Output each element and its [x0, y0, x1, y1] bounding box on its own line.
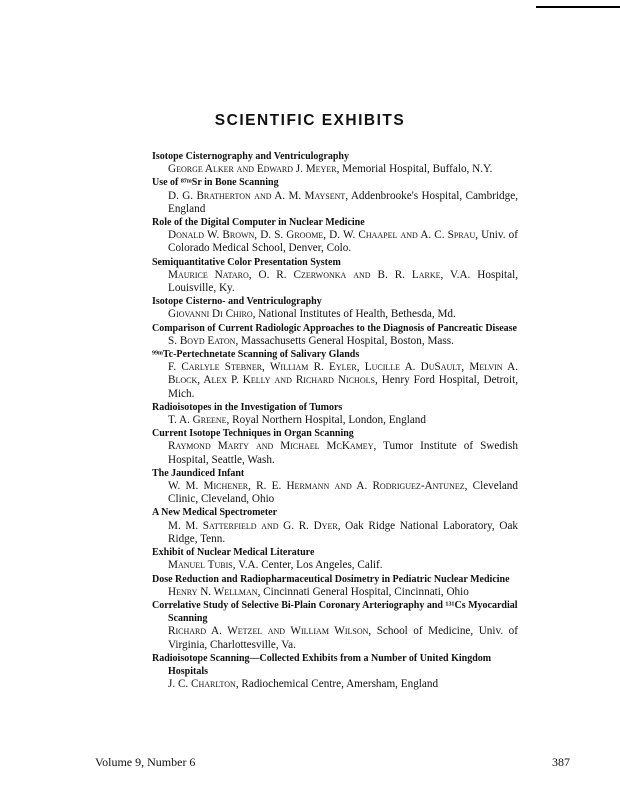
author-names: Maurice Nataro, O. R. Czerwonka and B. R. Larke: [168, 268, 441, 281]
exhibit-title: Correlative Study of Selective Bi-Plain Coronary Arteriography and ¹³¹Cs Myocardial Scanning: [152, 599, 518, 625]
exhibit-authors: [152, 440, 518, 466]
exhibit-entry: [152, 599, 518, 652]
exhibit-authors: [152, 361, 518, 401]
exhibit-entry: [152, 652, 518, 692]
exhibit-title: Current Isotope Techniques in Organ Scanning: [152, 428, 354, 440]
exhibit-entry: [152, 216, 518, 256]
author-names: George Alker and Edward J. Meyer: [168, 163, 337, 176]
exhibit-entry: [152, 256, 518, 296]
author-affiliation: , Tumor Institute of Swedish Hospital, Seattle, Wash.: [168, 440, 518, 466]
author-names: F. Carlyle Stebner, William R. Eyler, Lucille A. DuSault, Melvin A. Block, Alex P. Kelly and Richard Nichols: [168, 361, 518, 387]
exhibit-authors: [152, 308, 518, 321]
exhibit-authors: [152, 414, 518, 427]
footer-volume: Volume 9, Number 6: [95, 755, 196, 769]
author-names: D. G. Bratherton and A. M. Maysent: [168, 189, 346, 202]
exhibit-authors: [152, 229, 518, 255]
exhibit-title: Comparison of Current Radiologic Approaches to the Diagnosis of Pancreatic Disease: [152, 322, 517, 334]
exhibit-authors: [152, 190, 518, 216]
exhibit-title: Role of the Digital Computer in Nuclear Medicine: [152, 217, 365, 229]
author-affiliation: , V.A. Hospital, Louisville, Ky.: [168, 268, 518, 295]
exhibit-title: Exhibit of Nuclear Medical Literature: [152, 547, 315, 559]
author-names: J. C. Charlton: [168, 678, 236, 691]
exhibit-authors: [152, 520, 518, 546]
exhibit-entry: [152, 467, 518, 507]
exhibit-entry: [152, 150, 518, 176]
author-affiliation: , Radiochemical Centre, Amersham, England: [235, 678, 439, 691]
page-heading: SCIENTIFIC EXHIBITS: [214, 112, 406, 129]
exhibit-entry: [152, 573, 518, 599]
author-affiliation: , National Institutes of Health, Bethesda, Md.: [252, 308, 456, 321]
exhibit-title: The Jaundiced Infant: [152, 467, 245, 479]
author-names: Raymond Marty and Michael McKamey: [168, 440, 374, 453]
exhibit-title: Radioisotope Scanning—Collected Exhibits from a Number of United Kingdom Hospitals: [152, 652, 492, 677]
exhibits-list: [152, 150, 518, 691]
author-names: S. Boyd Eaton: [168, 334, 236, 347]
exhibit-entry: [152, 176, 518, 216]
author-affiliation: , Cincinnati General Hospital, Cincinnati, Ohio: [257, 585, 469, 598]
exhibit-entry: [152, 546, 518, 572]
exhibit-entry: [152, 401, 518, 427]
exhibit-entry: [152, 295, 518, 321]
author-names: Henry N. Wellman: [168, 585, 258, 598]
author-names: M. M. Satterfield and G. R. Dyer: [168, 519, 338, 532]
footer-page-number: 387: [552, 755, 570, 769]
exhibit-title: A New Medical Spectrometer: [152, 507, 278, 519]
author-names: Richard A. Wetzel and William Wilson: [168, 625, 369, 638]
author-affiliation: , Univ. of Colorado Medical School, Denver, Colo.: [168, 229, 519, 255]
author-affiliation: , Royal Northern Hospital, London, England: [226, 414, 426, 427]
exhibit-title: Semiquantitative Color Presentation System: [152, 256, 341, 268]
exhibit-authors: [152, 586, 518, 599]
exhibit-authors: [152, 335, 518, 348]
exhibit-title: ⁹⁹ᵐTc-Pertechnetate Scanning of Salivary Glands: [152, 349, 360, 361]
author-names: W. M. Michener, R. E. Hermann and A. Rodriguez-Antunez: [168, 480, 465, 493]
author-affiliation: , School of Medicine, Univ. of Virginia, Charlottesville, Va.: [168, 625, 518, 651]
exhibit-title: Use of ⁸⁷ᵐSr in Bone Scanning: [152, 177, 279, 189]
exhibit-title: Isotope Cisternography and Ventriculography: [152, 151, 349, 162]
exhibit-authors: [152, 559, 518, 572]
exhibit-title: Dose Reduction and Radiopharmaceutical Dosimetry in Pediatric Nuclear Medicine: [152, 573, 510, 585]
author-affiliation: , Henry Ford Hospital, Detroit, Mich.: [168, 374, 518, 400]
exhibit-entry: [152, 506, 518, 546]
exhibit-authors: [152, 269, 518, 295]
exhibit-title: Isotope Cisterno- and Ventriculography: [152, 296, 322, 308]
exhibit-entry: [152, 348, 518, 401]
exhibit-entry: [152, 427, 518, 467]
author-affiliation: , Oak Ridge National Laboratory, Oak Ridge, Tenn.: [168, 519, 519, 545]
exhibit-authors: [152, 678, 518, 691]
author-affiliation: , Massachusetts General Hospital, Boston, Mass.: [235, 334, 454, 347]
author-names: T. A. Greene: [168, 414, 227, 427]
author-names: Giovanni Di Chiro: [168, 308, 253, 321]
author-affiliation: , Addenbrooke's Hospital, Cambridge, England: [168, 189, 518, 215]
exhibit-authors: [152, 625, 518, 651]
author-affiliation: , Cleveland Clinic, Cleveland, Ohio: [168, 480, 518, 506]
author-affiliation: , V.A. Center, Los Angeles, Calif.: [232, 559, 383, 572]
author-names: Donald W. Brown, D. S. Groome, D. W. Chaapel and A. C. Sprau: [168, 229, 476, 242]
author-names: Manuel Tubis: [168, 559, 233, 572]
exhibit-entry: [152, 322, 518, 348]
exhibit-title: Radioisotopes in the Investigation of Tumors: [152, 401, 343, 413]
top-rule: [536, 6, 620, 8]
exhibit-authors: [152, 480, 518, 506]
author-affiliation: , Memorial Hospital, Buffalo, N.Y.: [336, 163, 493, 176]
exhibit-authors: [152, 163, 518, 176]
